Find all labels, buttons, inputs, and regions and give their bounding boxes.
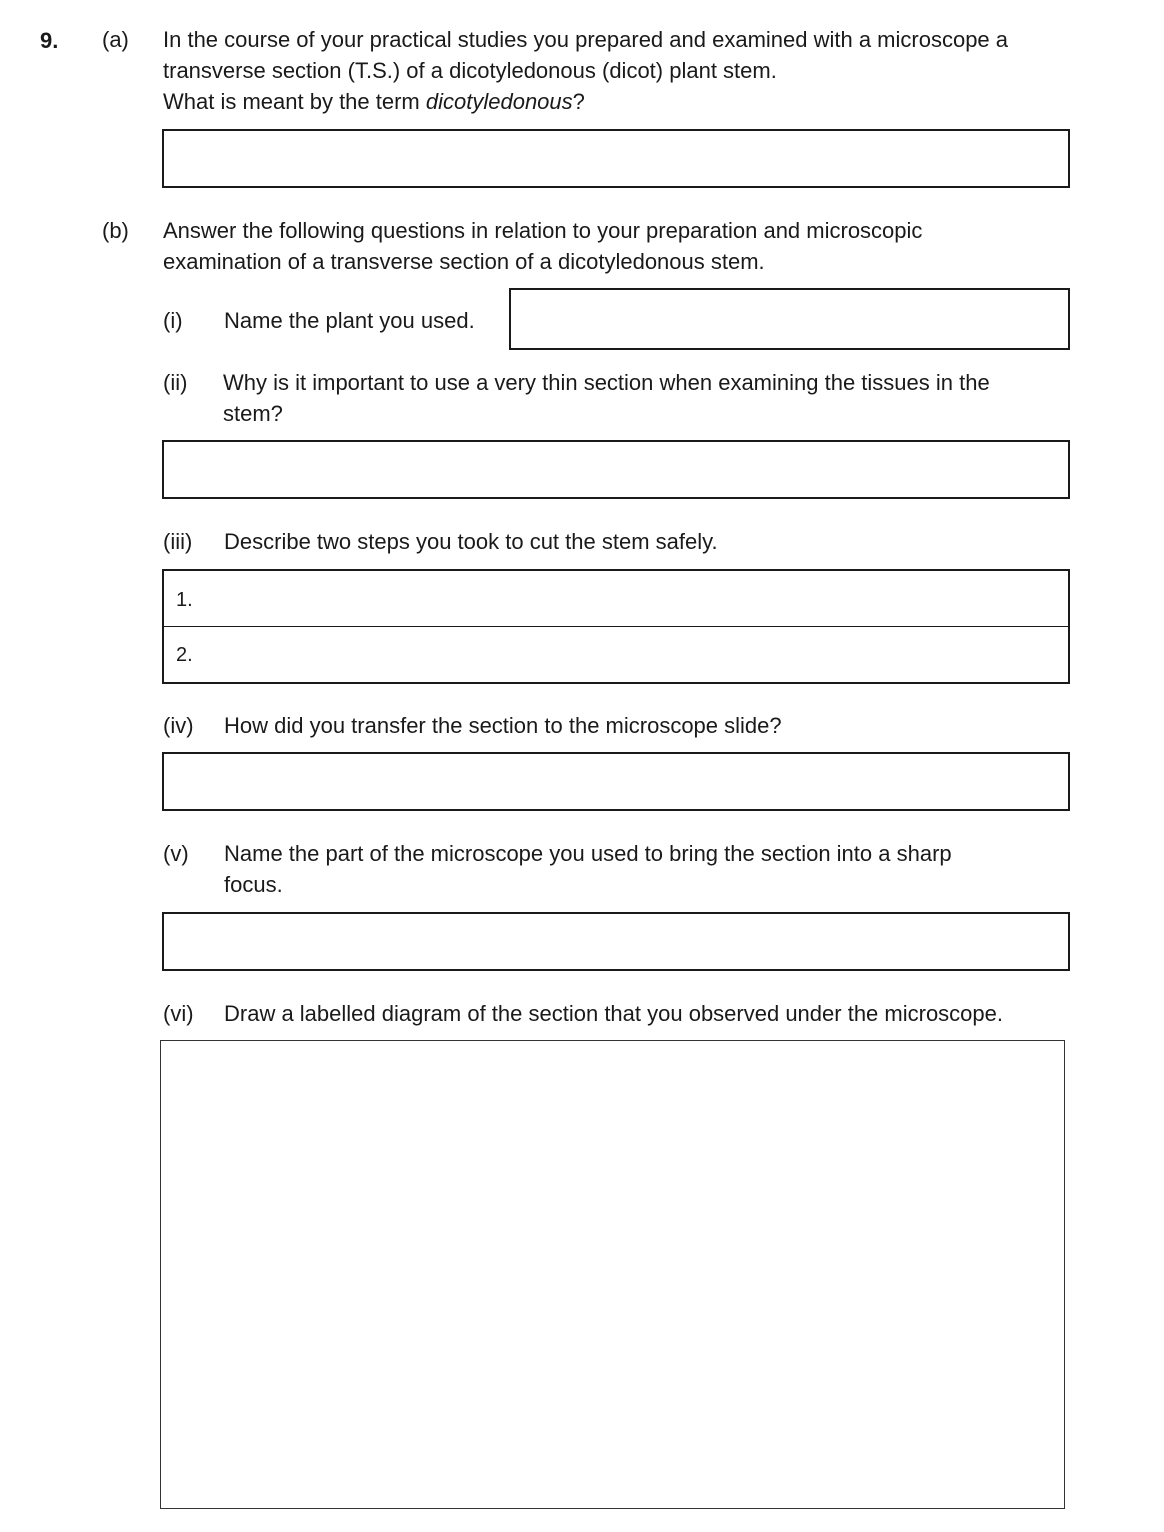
answer-box-a[interactable]	[162, 129, 1070, 188]
sub-v-line-2: focus.	[224, 872, 283, 897]
answer-box-b-iii	[162, 569, 1070, 684]
answer-box-b-v[interactable]	[162, 912, 1070, 971]
drawing-box-b-vi[interactable]	[160, 1040, 1065, 1509]
row-divider	[164, 626, 1068, 627]
part-b-line-1: Answer the following questions in relation to your preparation and microscopic	[163, 218, 923, 243]
sub-iv-label: (iv)	[163, 713, 194, 738]
sub-iv-text: How did you transfer the section to the microscope slide?	[224, 713, 782, 738]
part-b-line-2: examination of a transverse section of a dicotyledonous stem.	[163, 249, 765, 274]
sub-i-text: Name the plant you used.	[224, 308, 475, 333]
answer-box-b-i[interactable]	[509, 288, 1070, 350]
sub-iii-text: Describe two steps you took to cut the stem safely.	[224, 529, 718, 554]
sub-v-text	[224, 838, 952, 900]
sub-v-label: (v)	[163, 841, 189, 866]
answer-box-b-iv[interactable]	[162, 752, 1070, 811]
sub-vi-text: Draw a labelled diagram of the section that you observed under the microscope.	[224, 1001, 1003, 1026]
question-number: 9.	[40, 28, 59, 53]
part-a-label: (a)	[102, 27, 129, 52]
part-b-label: (b)	[102, 218, 129, 243]
part-a-line-2: transverse section (T.S.) of a dicotyledonous (dicot) plant stem.	[163, 58, 777, 83]
part-a-line-3-suffix: ?	[572, 89, 585, 114]
sub-ii-label: (ii)	[163, 370, 188, 395]
row-number-1: 1.	[176, 589, 193, 611]
sub-ii-line-2: stem?	[223, 401, 283, 426]
answer-row-1[interactable]	[164, 571, 1068, 627]
sub-ii-line-1: Why is it important to use a very thin section when examining the tissues in the	[223, 370, 990, 395]
part-b-intro	[163, 215, 922, 277]
sub-ii-text	[223, 367, 990, 429]
part-a-line-1: In the course of your practical studies you prepared and examined with a microscope a	[163, 27, 1009, 52]
part-a-question	[163, 24, 1008, 117]
row-number-2: 2.	[176, 644, 193, 666]
sub-iii-label: (iii)	[163, 529, 193, 554]
part-a-line-3	[163, 86, 1008, 117]
answer-box-b-ii[interactable]	[162, 440, 1070, 499]
sub-i-label: (i)	[163, 308, 183, 333]
sub-v-line-1: Name the part of the microscope you used to bring the section into a sharp	[224, 841, 952, 866]
answer-row-2[interactable]	[164, 628, 1068, 682]
part-a-line-3-prefix: What is meant by the term	[163, 89, 426, 114]
sub-vi-label: (vi)	[163, 1001, 194, 1026]
term-dicotyledonous: dicotyledonous	[425, 89, 573, 114]
